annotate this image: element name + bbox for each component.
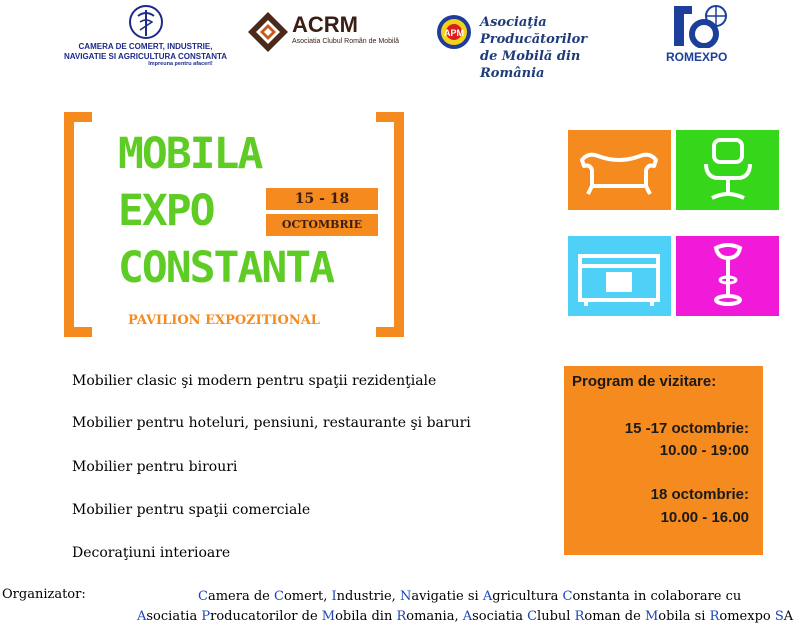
ccina-logo	[58, 4, 233, 74]
apmr-name-line-2: de Mobilă din România	[480, 49, 581, 81]
initial-capital: R	[396, 609, 407, 624]
organizer-label: Organizator:	[2, 587, 86, 602]
initial-capital: I	[331, 589, 337, 604]
bar-stool-icon	[676, 236, 779, 316]
caduceus-icon	[126, 4, 166, 40]
cabinet-tile	[568, 236, 671, 316]
list-item: Mobilier pentru hoteluri, pensiuni, restaurante şi baruri	[72, 415, 471, 431]
venue-label: PAVILION EXPOZITIONAL	[128, 313, 320, 328]
acrm-subtitle: Asociatia Clubul Român de Mobilă	[292, 38, 399, 45]
romexpo-emblem-icon	[670, 2, 730, 48]
acrm-diamond-icon	[248, 12, 288, 52]
initial-capital: C	[527, 609, 538, 624]
program-hours-1: 10.00 - 19:00	[659, 442, 749, 459]
svg-text:APM: APM	[444, 28, 464, 38]
program-period-1: 15 -17 octombrie:	[624, 420, 749, 437]
apmr-name-line-1: Asociaţia Producătorilor	[480, 15, 588, 47]
initial-capital: R	[709, 609, 720, 624]
bar-stool-tile	[676, 236, 779, 316]
ccina-tagline: Impreuna pentru afaceri!	[148, 61, 213, 67]
initial-capital: M	[644, 609, 659, 624]
initial-capital: C	[274, 589, 284, 604]
title-line-mobila: MOBILA	[118, 129, 262, 179]
armchair-tile	[676, 130, 779, 210]
initial-capital: A	[462, 609, 473, 624]
organizer-line-1: Camera de Comert, Industrie, Navigatie si Agricultura Constanta in colaborare cu	[198, 589, 742, 604]
program-hours-2: 10.00 - 16.00	[660, 509, 749, 526]
organizer-line-2: Asociatia Producatorilor de Mobila din Romania, Asociatia Clubul Roman de Mobila si Romexpo SA	[137, 609, 794, 624]
right-bracket	[376, 112, 404, 337]
initial-capital: M	[321, 609, 336, 624]
initial-capital: C	[198, 589, 208, 604]
apmr-name	[480, 14, 636, 82]
ccina-name-line-1: CAMERA DE COMERT, INDUSTRIE,	[78, 42, 213, 51]
list-item: Decoraţiuni interioare	[72, 545, 231, 561]
list-item: Mobilier clasic şi modern pentru spaţii rezidenţiale	[72, 373, 437, 389]
list-item: Mobilier pentru birouri	[72, 459, 238, 475]
armchair-icon	[676, 130, 779, 210]
initial-capital: P	[201, 609, 211, 624]
acrm-name: ACRM	[292, 12, 358, 37]
initial-capital: N	[399, 589, 412, 604]
acrm-logo	[248, 12, 408, 52]
initial-capital: C	[562, 589, 573, 604]
list-item: Mobilier pentru spaţii comerciale	[72, 502, 311, 518]
initial-capital: S	[774, 609, 784, 624]
title-line-constanta: CONSTANTA	[118, 243, 333, 293]
romexpo-name: ROMEXPO	[666, 50, 728, 64]
ccina-name-line-2: NAVIGATIE SI AGRICULTURA CONSTANTA	[63, 52, 228, 61]
visiting-program-box	[564, 366, 763, 555]
event-month: OCTOMBRIE	[266, 214, 378, 236]
sofa-tile	[568, 130, 671, 210]
left-bracket	[64, 112, 92, 337]
initial-capital: A	[482, 589, 493, 604]
romexpo-logo	[666, 2, 736, 66]
sofa-icon	[568, 130, 671, 210]
event-dates: 15 - 18	[266, 188, 378, 210]
apmr-logo	[436, 12, 636, 81]
initial-capital: R	[574, 609, 585, 624]
program-period-2: 18 octombrie:	[650, 486, 749, 503]
cabinet-icon	[568, 236, 671, 316]
initial-capital: A	[137, 609, 147, 624]
title-line-expo: EXPO	[118, 186, 214, 236]
apmr-emblem-icon	[436, 14, 472, 50]
program-title: Program de vizitare:	[572, 373, 717, 390]
